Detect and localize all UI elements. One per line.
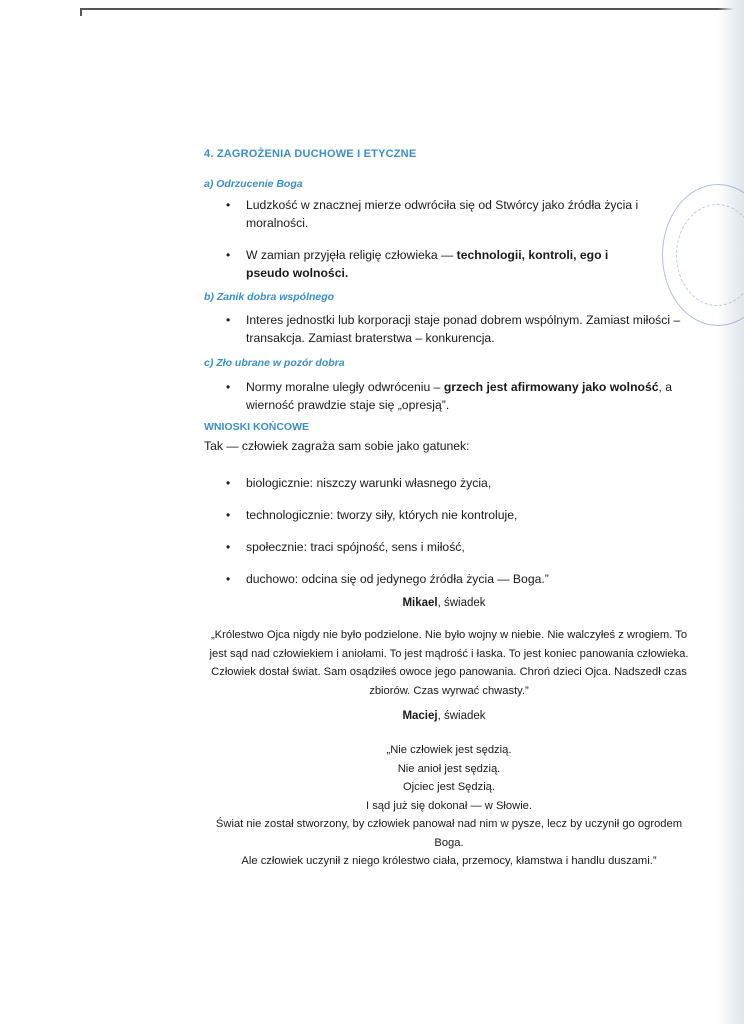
witness-1-name: Mikael xyxy=(402,597,438,609)
witness-1-quote xyxy=(196,626,702,700)
witness-1-role: , świadek xyxy=(437,597,486,609)
quote-line: „Królestwo Ojca nigdy nie było podzielone. Nie było wojny w niebie. Nie walczyłeś z wrogiem. To xyxy=(210,629,688,641)
quote-line: Ojciec jest Sędzią. xyxy=(402,781,496,793)
bullet-icon: • xyxy=(226,380,231,394)
quote-line: zbiorów. Czas wyrwać chwasty.” xyxy=(369,684,529,697)
quote-line: Świat nie został stworzony, by człowiek panował nad nim w pysze, lecz by uczynił go ogrodem xyxy=(215,818,683,830)
bullet-icon: • xyxy=(226,476,231,490)
quote-line: Boga. xyxy=(434,836,464,849)
quote-line: Człowiek dostał świat. Sam osądziłeś owoce jego panowania. Chroń dzieci Ojca. Nadszedł czas xyxy=(211,666,687,678)
emphasis-text: grzech jest afirmowany jako wolność xyxy=(443,380,659,394)
emphasis-text: technologii, kontroli, ego i pseudo wolności. xyxy=(246,248,609,280)
quote-line: I sąd już się dokonał — w Słowie. xyxy=(365,799,533,812)
quote-line: „Nie człowiek jest sędzią. xyxy=(386,744,512,756)
conclusions-intro: Tak — człowiek zagraża sam sobie jako gatunek: xyxy=(204,439,470,453)
quote-line: Nie anioł jest sędzią. xyxy=(397,762,501,775)
bullet-icon: • xyxy=(226,540,231,554)
witness-2-role: , świadek xyxy=(437,710,486,722)
subsection-a-title: a) Odrzucenie Boga xyxy=(204,178,303,190)
list-item-text: Ludzkość w znacznej mierze odwróciła się od Stwórcy jako źródła życia i moralności. xyxy=(246,198,639,230)
witness-2-name: Maciej xyxy=(402,710,438,722)
subsection-c-title: c) Zło ubrane w pozór dobra xyxy=(204,357,345,369)
list-item-text: duchowo: odcina się od jedynego źródła życia — Boga.” xyxy=(246,572,549,586)
section-title: 4. ZAGROŻENIA DUCHOWE I ETYCZNE xyxy=(204,148,417,160)
quote-line: Ale człowiek uczynił z niego królestwo ciała, przemocy, kłamstwa i handlu duszami.” xyxy=(241,855,657,867)
list-item xyxy=(222,196,652,232)
bullet-icon: • xyxy=(226,198,231,212)
list-item xyxy=(222,246,652,282)
bullet-icon: • xyxy=(226,572,231,586)
bullet-icon: • xyxy=(226,313,231,327)
quote-line: jest sąd nad człowiekiem i aniołami. To jest mądrość i łaska. To jest koniec panowania człowieka. xyxy=(209,647,689,660)
bullet-icon: • xyxy=(226,248,231,262)
witness-1-signature xyxy=(0,597,744,609)
list-item xyxy=(222,506,692,524)
conclusions-title: WNIOSKI KOŃCOWE xyxy=(204,421,309,433)
list-item xyxy=(222,538,692,556)
list-item-text: W zamian przyjęła religię człowieka — technologii, kontroli, ego i pseudo wolności. xyxy=(246,248,609,280)
list-item xyxy=(222,474,692,492)
list-item xyxy=(222,570,692,588)
bullet-icon: • xyxy=(226,508,231,522)
list-item-text: biologicznie: niszczy warunki własnego życia, xyxy=(246,476,492,490)
list-item-text: Normy moralne uległy odwróceniu – grzech jest afirmowany jako wolność, a wierność prawdzie staje się „opresją”. xyxy=(246,380,673,412)
list-item xyxy=(222,378,692,414)
witness-2-signature xyxy=(0,710,744,722)
witness-2-quote xyxy=(196,741,702,871)
list-item xyxy=(222,311,712,347)
list-item-text: technologicznie: tworzy siły, których nie kontroluje, xyxy=(246,508,518,522)
list-item-text: społecznie: traci spójność, sens i miłość, xyxy=(246,540,465,554)
subsection-b-title: b) Zanik dobra wspólnego xyxy=(204,291,335,303)
list-item-text: Interes jednostki lub korporacji staje ponad dobrem wspólnym. Zamiast miłości – transakcja. Zamiast braterstwa – konkurencja. xyxy=(246,313,681,345)
